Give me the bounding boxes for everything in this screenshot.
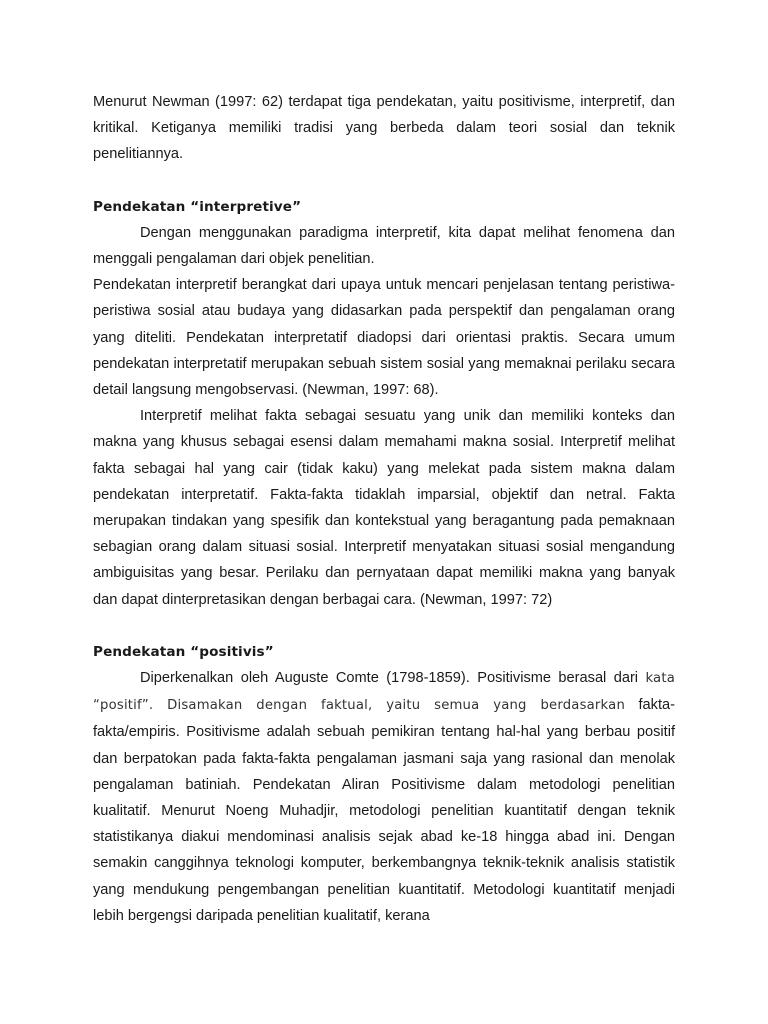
heading-interpretive: Pendekatan “interpretive” xyxy=(93,198,302,215)
interpretive-paragraph-2: Pendekatan interpretif berangkat dari upaya untuk mencari penjelasan tentang peristiwa-peristiwa sosial atau budaya yang didasarkan pada perspektif dan pengalaman orang yang diteliti. Pendekatan interpretatif diadopsi dari orientasi praktis. Secara umum pendekatan interpretatif merupakan sebuah sistem sosial yang memaknai perilaku secara detail langsung mengobservasi. (Newman, 1997: 68). xyxy=(93,277,675,399)
positivis-text-a: Diperkenalkan oleh Auguste Comte (1798-1859). Positivisme berasal dari xyxy=(140,670,646,687)
document-body xyxy=(93,89,675,929)
positivis-text-c: fakta-fakta/empiris. Positivisme adalah sebuah pemikiran tentang hal-hal yang berbau positif dan berpatokan pada fakta-fakta pengalaman jasmani saja yang rasional dan menolak pengalaman batiniah. Pendekatan Aliran Positivisme dalam metodologi penelitian kualitatif. Menurut Noeng Muhadjir, metodologi penelitian kuantitatif dengan teknik statistikanya diakui mendominasi analisis sejak abad ke-18 hingga abad ini. Dengan semakin canggihnya teknologi komputer, berkembangnya teknik-teknik analisis statistik yang mendukung pengembangan penelitian kuantitatif. Metodologi kuantitatif menjadi lebih bergengsi daripada penelitian kualitatif, kerana xyxy=(93,697,675,924)
positivis-paragraph-1 xyxy=(93,665,675,929)
positivis-text-b: kata “positif”. Disamakan dengan faktual, yaitu semua yang berdasarkan xyxy=(93,671,675,714)
heading-positivis: Pendekatan “positivis” xyxy=(93,643,274,660)
spacer xyxy=(93,613,675,639)
interpretive-paragraph-1: Dengan menggunakan paradigma interpretif, kita dapat melihat fenomena dan menggali pengalaman dari objek penelitian. xyxy=(93,224,675,268)
intro-paragraph: Menurut Newman (1997: 62) terdapat tiga pendekatan, yaitu positivisme, interpretif, dan kritikal. Ketiganya memiliki tradisi yang berbeda dalam teori sosial dan teknik penelitiannya. xyxy=(93,94,675,163)
interpretive-paragraph-3: Interpretif melihat fakta sebagai sesuatu yang unik dan memiliki konteks dan makna yang khusus sebagai esensi dalam memahami makna sosial. Interpretif melihat fakta sebagai hal yang cair (tidak kaku) yang melekat pada sistem makna dalam pendekatan interpretatif. Fakta-fakta tidaklah imparsial, objektif dan netral. Fakta merupakan tindakan yang spesifik dan kontekstual yang beragantung pada pemaknaan sebagian orang dalam situasi sosial. Interpretif menyatakan situasi sosial mengandung ambiguisitas yang besar. Perilaku dan pernyataan dapat memiliki makna yang banyak dan dapat dinterpretasikan dengan berbagai cara. (Newman, 1997: 72) xyxy=(93,408,675,608)
spacer xyxy=(93,168,675,194)
